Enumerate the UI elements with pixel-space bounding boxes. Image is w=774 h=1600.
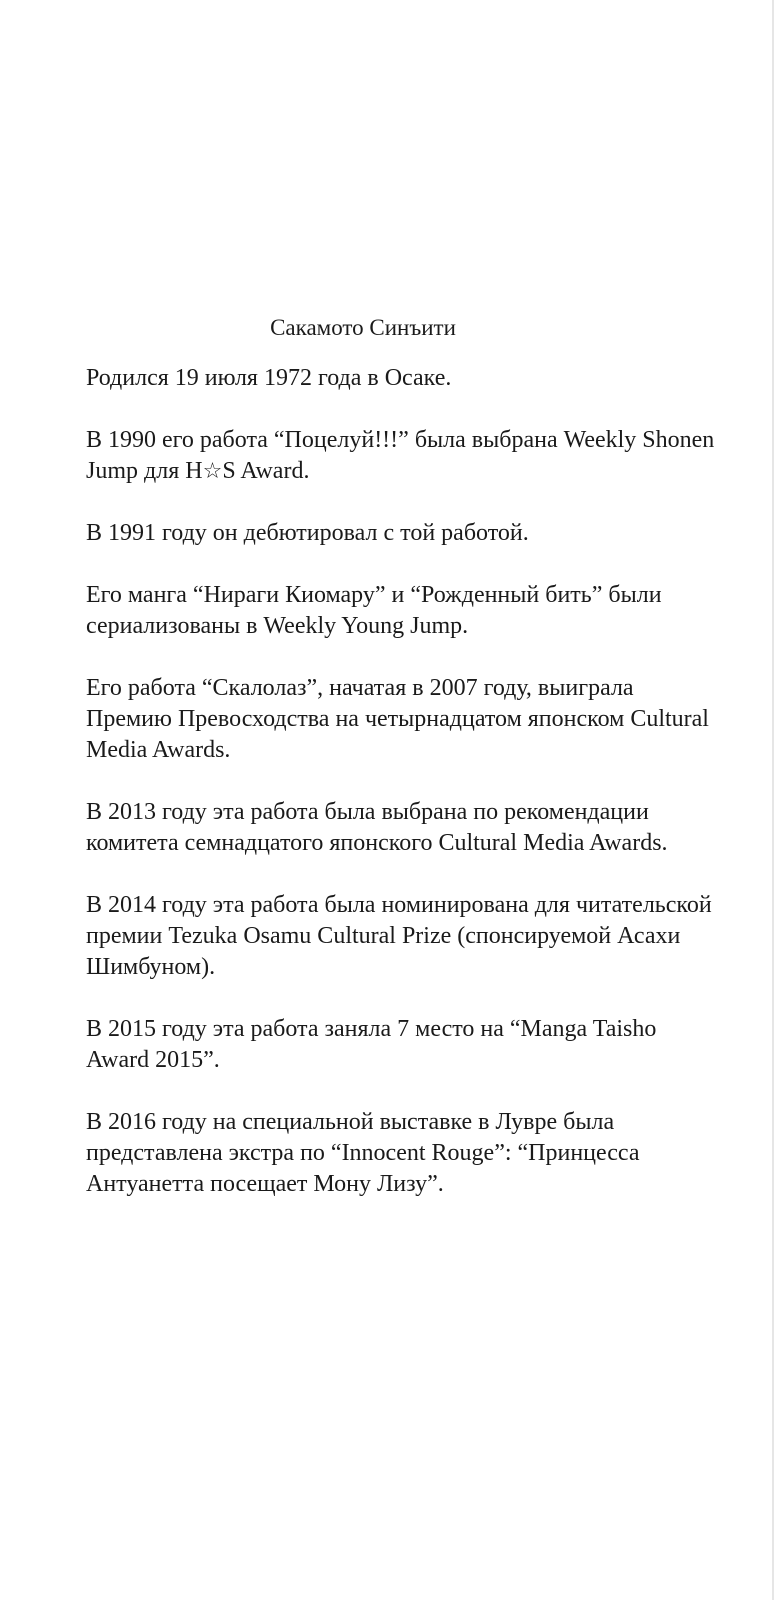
bio-paragraph-birth: Родился 19 июля 1972 года в Осаке. (86, 365, 452, 391)
bio-paragraph-1991: В 1991 году он дебютировал с той работой. (86, 520, 529, 546)
author-name-heading: Сакамото Синъити (270, 315, 456, 340)
bio-paragraph-serialization: Его манга “Нираги Киомару” и “Рожденный бить” были сериализованы в Weekly Young Jump. (86, 582, 662, 639)
bio-paragraph-2015: В 2015 году эта работа заняла 7 место на “Manga Taisho Award 2015”. (86, 1016, 657, 1073)
star-icon: ☆ (202, 459, 223, 484)
author-biography (86, 363, 716, 1231)
bio-1990-text: В 1990 его работа “Поцелуй!!!” была выбрана Weekly Shonen Jump для H (86, 427, 715, 484)
bio-paragraph-2014: В 2014 году эта работа была номинирована для читательской премии Tezuka Osamu Cultural Prize (спонсируемой Асахи Шимбуном). (86, 892, 712, 980)
bio-paragraph-1990 (86, 425, 716, 487)
bio-paragraph-climber: Его работа “Скалолаз”, начатая в 2007 году, выиграла Премию Превосходства на четырнадцатом японском Cultural Media Awards. (86, 675, 709, 763)
bio-1990-award: S Award. (222, 458, 310, 484)
bio-paragraph-2013: В 2013 году эта работа была выбрана по рекомендации комитета семнадцатого японского Cultural Media Awards. (86, 799, 668, 856)
bio-paragraph-2016: В 2016 году на специальной выставке в Лувре была представлена экстра по “Innocent Rouge”: “Принцесса Антуанетта посещает Мону Лизу”. (86, 1109, 640, 1197)
